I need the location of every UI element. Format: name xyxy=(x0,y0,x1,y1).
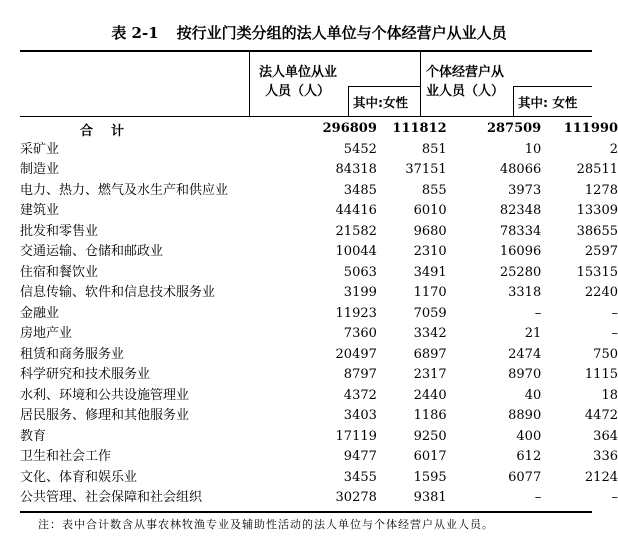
cell-value: 400 xyxy=(516,428,542,444)
table-row xyxy=(20,201,618,222)
cell-value: 855 xyxy=(421,182,447,198)
table-row xyxy=(20,488,618,509)
industry-name: 金融业 xyxy=(20,305,60,321)
cell-value: 84318 xyxy=(335,162,377,178)
cell-value: 364 xyxy=(593,428,618,444)
cell-value: 9680 xyxy=(413,223,447,239)
legal-unit-header-line2: 人员（人） xyxy=(265,84,331,99)
table-row xyxy=(20,447,618,468)
cell-value: 6897 xyxy=(413,346,447,362)
cell-value: 750 xyxy=(593,346,618,362)
legal-unit-header xyxy=(259,63,337,101)
cell-value: 3973 xyxy=(508,182,542,198)
cell-value: 4372 xyxy=(343,387,377,403)
individual-header-line2: 业人员（人） xyxy=(426,84,505,99)
table-title-text: 按行业门类分组的法人单位与个体经营户从业人员 xyxy=(176,24,507,42)
industry-name: 租赁和商务服务业 xyxy=(20,346,125,362)
cell-value: 612 xyxy=(516,449,542,465)
table-row xyxy=(20,242,618,263)
cell-value: 9477 xyxy=(343,449,377,465)
cell-value: 6017 xyxy=(413,449,447,465)
table-row xyxy=(20,345,618,366)
cell-value: 7059 xyxy=(413,305,447,321)
cell-value: 78334 xyxy=(499,223,542,239)
cell-value: 5063 xyxy=(343,264,377,280)
cell-value: 8970 xyxy=(508,367,542,383)
table-number: 表 2-1 xyxy=(111,24,159,42)
cell-value: 21582 xyxy=(335,223,377,239)
legal-unit-header-line1: 法人单位从业 xyxy=(259,65,338,80)
table-row xyxy=(20,406,618,427)
individual-female-header: 其中: 女性 xyxy=(518,95,578,110)
table-row xyxy=(20,160,618,181)
cell-value: 3403 xyxy=(343,408,377,424)
cell-value: 40 xyxy=(524,387,542,403)
cell-value: 82348 xyxy=(499,203,542,219)
cell-value: 8890 xyxy=(508,408,542,424)
header-divider-4 xyxy=(513,86,514,117)
cell-value: 2 xyxy=(609,141,618,157)
cell-value: 3485 xyxy=(343,182,377,198)
industry-name: 交通运输、仓储和邮政业 xyxy=(20,244,164,260)
cell-value: – xyxy=(534,490,542,506)
cell-value: 28511 xyxy=(576,162,618,178)
table-row xyxy=(20,140,618,161)
cell-value: 48066 xyxy=(499,162,542,178)
cell-value: – xyxy=(611,490,618,506)
table-row xyxy=(20,263,618,284)
table-row xyxy=(20,324,618,345)
cell-value: 5452 xyxy=(343,141,377,157)
individual-header-line1: 个体经营户从 xyxy=(426,65,505,80)
cell-value: 3491 xyxy=(413,264,447,280)
header-bottom-rule xyxy=(20,116,592,117)
industry-name: 科学研究和技术服务业 xyxy=(20,367,151,383)
cell-value: 1186 xyxy=(413,408,447,424)
cell-value: 18 xyxy=(601,387,618,403)
cell-value: 2317 xyxy=(413,367,447,383)
industry-name: 批发和零售业 xyxy=(20,223,99,239)
cell-value: 3199 xyxy=(343,285,377,301)
total-value: 287509 xyxy=(486,121,542,137)
cell-value: 6010 xyxy=(413,203,447,219)
industry-name: 文化、体育和娱乐业 xyxy=(20,469,138,485)
data-table xyxy=(20,119,618,509)
table-row xyxy=(20,468,618,489)
industry-name: 采矿业 xyxy=(20,141,60,157)
legal-unit-female-header: 其中:女性 xyxy=(353,95,408,110)
cell-value: 851 xyxy=(421,141,447,157)
header-divider-1 xyxy=(249,50,250,117)
cell-value: 9250 xyxy=(413,428,447,444)
cell-value: 7360 xyxy=(343,326,377,342)
top-rule xyxy=(20,50,592,52)
table-row xyxy=(20,427,618,448)
total-value: 111990 xyxy=(563,121,618,137)
bottom-rule xyxy=(20,511,592,513)
cell-value: 25280 xyxy=(499,264,542,280)
cell-value: 3342 xyxy=(413,326,447,342)
industry-name: 电力、热力、燃气及水生产和供应业 xyxy=(20,182,229,198)
industry-name: 公共管理、社会保障和社会组织 xyxy=(20,490,203,506)
cell-value: 2440 xyxy=(413,387,447,403)
table-title xyxy=(0,22,618,43)
industry-name: 建筑业 xyxy=(20,203,60,219)
total-value: 111812 xyxy=(392,121,447,137)
table-row xyxy=(20,181,618,202)
header-subrule-2 xyxy=(513,86,592,87)
cell-value: 1170 xyxy=(413,285,447,301)
cell-value: 38655 xyxy=(576,223,618,239)
cell-value: 10044 xyxy=(335,244,377,260)
cell-value: 30278 xyxy=(335,490,377,506)
cell-value: 9381 xyxy=(413,490,447,506)
footnote: 注：表中合计数含从事农林牧渔专业及辅助性活动的法人单位与个体经营户从业人员。 xyxy=(38,518,494,531)
industry-name: 水利、环境和公共设施管理业 xyxy=(20,387,190,403)
cell-value: 3318 xyxy=(508,285,542,301)
total-label: 合计 xyxy=(80,124,143,139)
cell-value: – xyxy=(534,305,542,321)
header-divider-3 xyxy=(348,86,349,117)
header-subrule-1 xyxy=(348,86,420,87)
industry-name: 居民服务、修理和其他服务业 xyxy=(20,408,190,424)
cell-value: 1595 xyxy=(413,469,447,485)
table-row xyxy=(20,222,618,243)
cell-value: 1115 xyxy=(584,367,618,383)
header-divider-2 xyxy=(420,50,421,117)
cell-value: 44416 xyxy=(335,203,377,219)
cell-value: 4472 xyxy=(584,408,618,424)
cell-value: 16096 xyxy=(499,244,542,260)
cell-value: 2310 xyxy=(413,244,447,260)
table-row xyxy=(20,386,618,407)
cell-value: 10 xyxy=(524,141,542,157)
cell-value: 2124 xyxy=(584,469,618,485)
industry-name: 房地产业 xyxy=(20,326,73,342)
table-row xyxy=(20,283,618,304)
cell-value: 11923 xyxy=(335,305,377,321)
cell-value: 13309 xyxy=(576,203,618,219)
industry-name: 住宿和餐饮业 xyxy=(20,264,99,280)
total-value: 296809 xyxy=(322,121,377,137)
cell-value: 3455 xyxy=(343,469,377,485)
table-row xyxy=(20,365,618,386)
industry-name: 制造业 xyxy=(20,162,60,178)
cell-value: 6077 xyxy=(508,469,542,485)
cell-value: 8797 xyxy=(343,367,377,383)
cell-value: 2240 xyxy=(584,285,618,301)
cell-value: 17119 xyxy=(335,428,377,444)
industry-name: 卫生和社会工作 xyxy=(20,449,112,465)
cell-value: 37151 xyxy=(405,162,447,178)
cell-value: 336 xyxy=(593,449,618,465)
cell-value: 2474 xyxy=(508,346,542,362)
individual-header xyxy=(426,63,504,101)
cell-value: 15315 xyxy=(576,264,618,280)
industry-name: 教育 xyxy=(20,428,47,444)
industry-name: 信息传输、软件和信息技术服务业 xyxy=(20,285,216,301)
cell-value: 2597 xyxy=(584,244,618,260)
cell-value: – xyxy=(611,326,618,342)
cell-value: 1278 xyxy=(584,182,618,198)
cell-value: 20497 xyxy=(335,346,377,362)
table-row xyxy=(20,304,618,325)
cell-value: 21 xyxy=(524,326,542,342)
cell-value: – xyxy=(611,305,618,321)
